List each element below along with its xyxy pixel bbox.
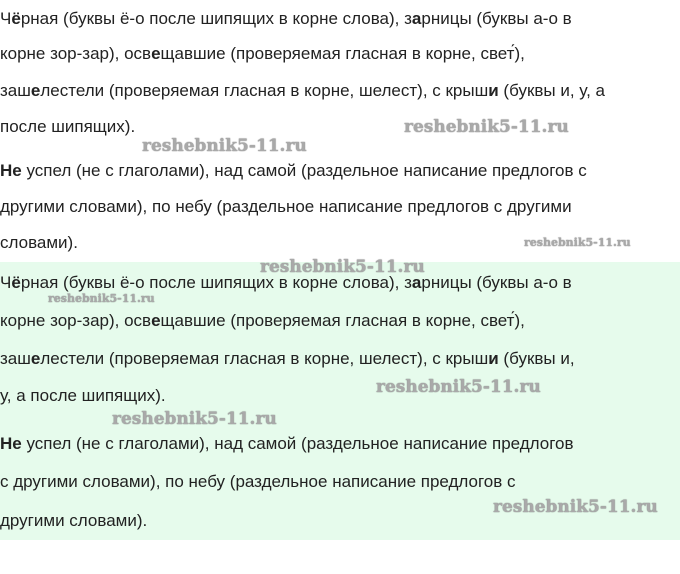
text-segment: успел (не с глаголами), над самой (раздельное написание предлогов <box>21 434 574 453</box>
highlighted-letter: е <box>30 349 41 368</box>
highlighted-letter: Не <box>0 434 22 453</box>
answer-block-1 <box>0 0 680 262</box>
watermark: reshebnik5-11.ru <box>404 117 569 137</box>
text-line <box>0 471 516 493</box>
text-line <box>0 510 147 532</box>
text-segment: другими словами). <box>0 511 148 530</box>
text-line <box>0 385 166 407</box>
watermark: reshebnik5-11.ru <box>376 377 541 397</box>
text-segment: рная (буквы ё-о после шипящих в корне слова), з <box>20 9 412 28</box>
text-segment: щавшие (проверяемая гласная в корне, свет́), <box>160 311 525 330</box>
text-segment: Ч <box>0 273 12 292</box>
text-line <box>0 232 78 254</box>
watermark: reshebnik5-11.ru <box>48 292 155 305</box>
highlighted-letter: е <box>151 311 161 330</box>
text-segment: корне зор-зар), осв <box>0 44 152 63</box>
text-segment: у, а после шипящих). <box>0 386 166 405</box>
text-segment: лестели (проверяемая гласная в корне, шелест), с крыш <box>40 349 489 368</box>
text-segment: рная (буквы ё-о после шипящих в корне слова), з <box>20 273 412 292</box>
highlighted-letter: а <box>411 9 422 28</box>
text-line <box>0 348 575 370</box>
text-segment: (буквы и, <box>498 349 575 368</box>
text-segment: успел (не с глаголами), над самой (раздельное написание предлогов с <box>21 161 587 180</box>
text-line <box>0 160 587 182</box>
text-line <box>0 116 135 138</box>
highlighted-letter: е <box>151 44 161 63</box>
text-segment: лестели (проверяемая гласная в корне, шелест), с крыш <box>40 81 489 100</box>
watermark: reshebnik5-11.ru <box>260 257 425 277</box>
text-segment: Ч <box>0 9 12 28</box>
answer-block-2 <box>0 262 680 540</box>
highlighted-letter: и <box>488 349 499 368</box>
text-line <box>0 272 572 294</box>
text-segment: щавшие (проверяемая гласная в корне, свет́), <box>160 44 525 63</box>
text-segment: рницы (буквы а-о в <box>421 273 572 292</box>
watermark: reshebnik5-11.ru <box>142 136 307 156</box>
text-segment: словами). <box>0 233 78 252</box>
text-line <box>0 8 572 30</box>
text-line <box>0 310 525 332</box>
text-line <box>0 80 605 102</box>
watermark: reshebnik5-11.ru <box>112 409 277 429</box>
highlighted-letter: и <box>488 81 499 100</box>
highlighted-letter: ё <box>11 273 21 292</box>
watermark: reshebnik5-11.ru <box>524 236 631 249</box>
text-segment: заш <box>0 81 31 100</box>
highlighted-letter: ё <box>11 9 21 28</box>
text-segment: (буквы и, у, а <box>498 81 606 100</box>
text-segment: с другими словами), по небу (раздельное написание предлогов с <box>0 472 516 491</box>
text-segment: после шипящих). <box>0 117 136 136</box>
text-line <box>0 433 574 455</box>
watermark: reshebnik5-11.ru <box>493 497 658 517</box>
text-line <box>0 196 572 218</box>
text-segment: другими словами), по небу (раздельное написание предлогов с другими <box>0 197 572 216</box>
text-segment: заш <box>0 349 31 368</box>
text-segment: корне зор-зар), осв <box>0 311 152 330</box>
highlighted-letter: Не <box>0 161 22 180</box>
highlighted-letter: а <box>411 273 422 292</box>
text-line <box>0 43 525 65</box>
highlighted-letter: е <box>30 81 41 100</box>
text-segment: рницы (буквы а-о в <box>421 9 572 28</box>
